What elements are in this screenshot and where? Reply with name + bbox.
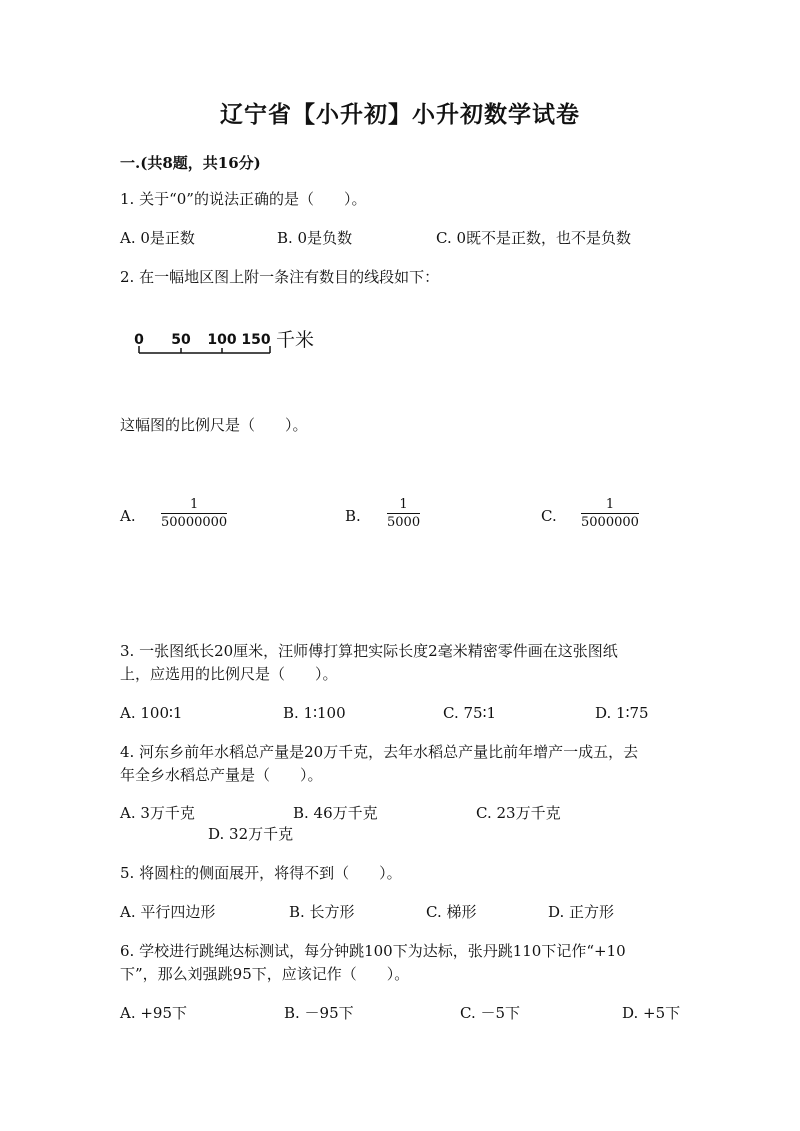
scale-bar-figure (120, 318, 340, 368)
question-3-stem-line2: 上，应选用的比例尺是（ ）。 (120, 665, 338, 683)
fraction-numerator: 1 (399, 497, 408, 512)
fraction-denominator: 5000 (387, 515, 421, 530)
question-5-option-a: A. 平行四边形 (120, 903, 216, 921)
question-3-option-b: B. 1∶100 (283, 704, 346, 722)
question-5-option-b: B. 长方形 (289, 903, 355, 921)
section-header: 一.(共8题，共16分) (120, 154, 261, 172)
scale-tick-label-100: 100 (207, 332, 237, 348)
question-4-stem-line2: 年全乡水稻总产量是（ ）。 (120, 766, 323, 784)
question-2-option-b-label: B. (345, 507, 361, 525)
question-2-question: 这幅图的比例尺是（ ）。 (120, 416, 308, 434)
question-5-option-c: C. 梯形 (426, 903, 477, 921)
scale-unit-label: 千米 (276, 329, 315, 351)
fraction-denominator: 50000000 (161, 515, 228, 530)
question-5-option-d: D. 正方形 (548, 903, 615, 921)
question-4-option-d: D. 32万千克 (208, 825, 294, 843)
question-6-stem-line2: 下”，那么刘强跳95下，应该记作（ ）。 (120, 965, 410, 983)
question-2-stem: 2. 在一幅地区图上附一条注有数目的线段如下： (120, 268, 440, 286)
question-1-stem: 1. 关于“0”的说法正确的是（ ）。 (120, 190, 367, 208)
fraction-numerator: 1 (605, 497, 615, 512)
question-1-option-c: C. 0既不是正数，也不是负数 (436, 229, 632, 247)
question-2-option-a-fraction (161, 497, 227, 530)
scale-tick-label-0: 0 (134, 332, 144, 348)
question-3-option-c: C. 75∶1 (443, 704, 497, 722)
question-3-stem-line1: 3. 一张图纸长20厘米，汪师傅打算把实际长度2毫米精密零件画在这张图纸 (120, 642, 618, 660)
question-4-option-c: C. 23万千克 (476, 804, 561, 822)
question-5-stem: 5. 将圆柱的侧面展开，将得不到（ ）。 (120, 864, 402, 882)
scale-tick-label-150: 150 (241, 332, 271, 348)
scale-tick-label-50: 50 (171, 332, 191, 348)
question-2-option-b-fraction (387, 497, 420, 530)
question-6-option-d: D. +5下 (622, 1004, 681, 1022)
question-1-option-b: B. 0是负数 (277, 229, 353, 247)
fraction-numerator: 1 (189, 497, 199, 512)
question-3-option-a: A. 100∶1 (120, 704, 183, 722)
question-6-option-c: C. －5下 (460, 1004, 521, 1022)
question-4-option-a: A. 3万千克 (120, 804, 195, 822)
fraction-denominator: 5000000 (581, 515, 639, 530)
question-3-option-d: D. 1∶75 (595, 704, 649, 722)
question-4-option-b: B. 46万千克 (293, 804, 378, 822)
exam-title: 辽宁省【小升初】小升初数学试卷 (220, 101, 580, 128)
question-6-stem-line1: 6. 学校进行跳绳达标测试，每分钟跳100下为达标，张丹跳110下记作“+10 (120, 942, 626, 960)
question-6-option-b: B. －95下 (284, 1004, 354, 1022)
question-1-option-a: A. 0是正数 (120, 229, 195, 247)
question-2-option-c-fraction (581, 497, 639, 530)
question-6-option-a: A. +95下 (120, 1004, 188, 1022)
question-2-option-a-label: A. (120, 507, 136, 525)
question-2-option-c-label: C. (541, 507, 557, 525)
question-4-stem-line1: 4. 河东乡前年水稻总产量是20万千克，去年水稻总产量比前年增产一成五，去 (120, 743, 639, 761)
